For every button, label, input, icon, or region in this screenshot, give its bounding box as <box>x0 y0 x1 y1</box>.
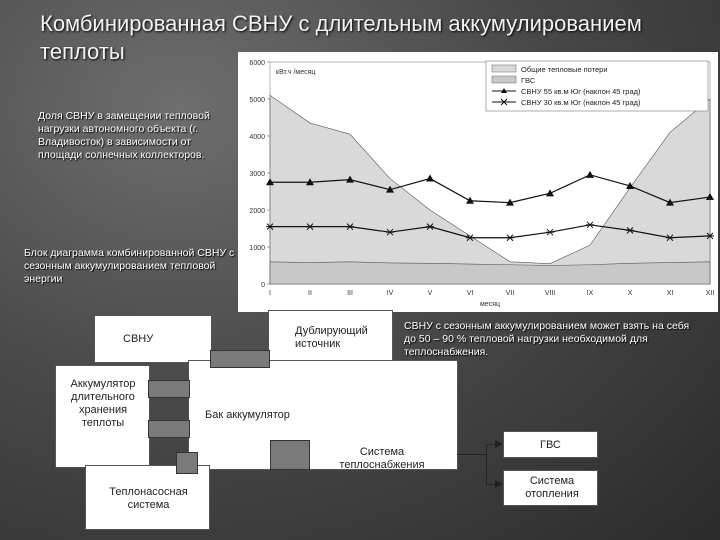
arrow-head-gvs <box>495 440 503 448</box>
note-claim: СВНУ с сезонным аккумулированием может взять на себя до 50 – 90 % тепловой нагрузки необходимой для теплоснабжения. <box>404 320 690 358</box>
legend <box>486 61 708 111</box>
area-series-1 <box>270 262 710 284</box>
box-backup-label: Дублирующий источник <box>295 325 368 350</box>
legend-label: ГВС <box>521 76 536 85</box>
box-heat-pump <box>85 465 210 530</box>
box-heating <box>503 470 598 506</box>
connector-tank-supply <box>270 440 310 470</box>
y-axis-label: кВт.ч /месяц <box>276 69 316 76</box>
x-tick-label: I <box>269 290 271 297</box>
title-line-1: Комбинированная СВНУ с длительным аккумулированием <box>40 11 642 36</box>
legend-swatch <box>492 76 516 83</box>
x-tick-label: VII <box>505 290 515 297</box>
heat-load-chart <box>238 52 718 312</box>
x-tick-label: V <box>427 290 433 297</box>
y-tick-label: 2000 <box>249 208 265 215</box>
box-gvs <box>503 431 598 458</box>
x-tick-label: XI <box>666 290 674 297</box>
x-tick-label: XII <box>705 290 715 297</box>
arrow-line-gvs <box>457 454 487 455</box>
box-longterm-label: Аккумулятор длительного хранения теплоты <box>70 378 136 429</box>
x-tick-label: IX <box>586 290 594 297</box>
box-svnu-label: СВНУ <box>123 333 154 345</box>
box-heat-supply <box>305 440 457 474</box>
legend-swatch <box>492 65 516 72</box>
x-axis-label: месяц <box>479 301 501 308</box>
x-tick-label: II <box>308 290 312 297</box>
x-tick-label: VI <box>466 290 474 297</box>
connector-tank-heatpump <box>176 452 198 474</box>
connector-storage-tank <box>148 380 190 398</box>
y-tick-label: 4000 <box>249 134 265 141</box>
box-heat-supply-label: Система теплоснабжения <box>339 446 425 471</box>
legend-label: Общие тепловые потери <box>521 65 608 74</box>
connector-svnu-tank <box>210 350 270 368</box>
legend-label: СВНУ 30 кв.м Юг (наклон 45 град) <box>521 98 641 107</box>
x-tick-label: VIII <box>544 290 556 297</box>
box-gvs-label: ГВС <box>540 439 561 451</box>
box-tank-label: Бак аккумулятор <box>205 409 290 421</box>
box-longterm-storage <box>55 365 150 468</box>
x-tick-label: X <box>627 290 633 297</box>
connector-storage-tank-2 <box>148 420 190 438</box>
note-block-diagram: Блок диаграмма комбинированной СВНУ с сезонным аккумулированием тепловой энергии <box>24 247 235 285</box>
note-share: Доля СВНУ в замещении тепловой нагрузки автономного объекта (г. Владивосток) в зависимости от площади солнечных коллекторов. <box>38 110 210 161</box>
legend-label: СВНУ 55 кв.м Юг (наклон 45 град) <box>521 87 641 96</box>
y-tick-label: 5000 <box>249 97 265 104</box>
y-tick-label: 1000 <box>249 245 265 252</box>
y-tick-label: 3000 <box>249 171 265 178</box>
box-heat-pump-label: Теплонасосная система <box>109 486 188 511</box>
chart-panel <box>238 52 718 312</box>
box-heating-label: Система отопления <box>525 475 579 500</box>
arrow-line-split <box>486 444 487 484</box>
x-tick-label: IV <box>386 290 394 297</box>
arrow-head-heating <box>495 480 503 488</box>
y-tick-label: 6000 <box>249 60 265 67</box>
x-tick-label: III <box>347 290 353 297</box>
title-line-2: теплоты <box>40 39 125 64</box>
y-tick-label: 0 <box>261 282 265 289</box>
box-svnu <box>94 315 212 363</box>
